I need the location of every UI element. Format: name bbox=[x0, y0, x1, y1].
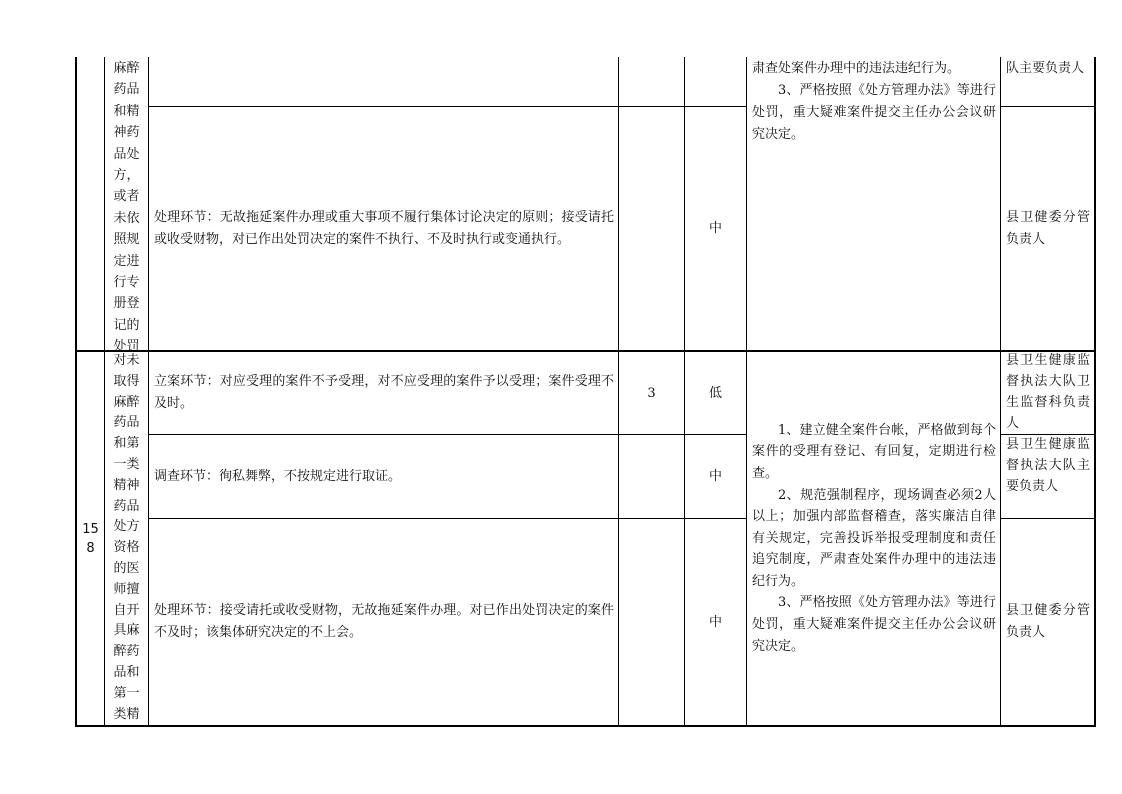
table-border-bottom bbox=[75, 725, 1096, 727]
col-divider bbox=[1000, 57, 1001, 727]
stage-cell bbox=[154, 435, 614, 518]
item-name-line: 册登 bbox=[113, 296, 140, 312]
stage-cell bbox=[154, 519, 614, 725]
item-name-line: 师擅 bbox=[113, 581, 140, 597]
item-name-line: 醉药 bbox=[113, 644, 140, 660]
measure-line: 3、严格按照《处方管理办法》等进行处罚，重大疑难案件提交主任办公会议研究决定。 bbox=[752, 83, 996, 142]
responsible-cell bbox=[1006, 519, 1090, 725]
stage-text: 处理环节：接受请托或收受财物，无故拖延案件办理。对已作出处罚决定的案件不及时；该集体研究决定的不上会。 bbox=[154, 603, 614, 640]
risk-level: 中 bbox=[708, 469, 722, 484]
item-name-line: 或者 bbox=[113, 189, 140, 205]
item-name-line: 品和 bbox=[113, 664, 140, 680]
risk-level-cell bbox=[685, 107, 746, 350]
item-name-line: 药品 bbox=[113, 82, 140, 98]
item-name-line: 对未 bbox=[113, 353, 140, 368]
row-number bbox=[77, 352, 104, 725]
item-name-line: 一类 bbox=[113, 456, 140, 472]
responsible-text: 县卫生健康监督执法大队主要负责人 bbox=[1006, 437, 1090, 494]
item-name-line: 记的 bbox=[113, 317, 140, 333]
risk-count: 3 bbox=[647, 385, 656, 401]
item-name-line: 照规 bbox=[113, 232, 140, 248]
measure-item: 1、建立健全案件台帐，严格做到每个案件的受理有登记、有回复，定期进行检查。 bbox=[752, 422, 996, 481]
item-name-line: 第一 bbox=[113, 685, 140, 701]
item-name-line: 资格 bbox=[113, 540, 140, 556]
measure-item: 2、规范强制程序，现场调查必须2人以上；加强内部监督稽查，落实廉洁自律有关规定，完善投诉举报受理制度和责任追究制度，严肃查处案件办理中的违法违纪行为。 bbox=[752, 487, 996, 589]
item-name-line: 麻醉 bbox=[113, 394, 140, 410]
item-name-line: 处方 bbox=[113, 519, 140, 535]
risk-level-cell bbox=[685, 435, 746, 518]
measure-line: 肃查处案件办理中的违法违纪行为。 bbox=[752, 61, 961, 76]
item-name-line: 方， bbox=[113, 168, 140, 184]
risk-count-cell bbox=[619, 435, 684, 518]
item-name-line: 处罚 bbox=[113, 339, 140, 355]
risk-count-cell bbox=[619, 519, 684, 725]
item-name-line: 定进 bbox=[113, 253, 140, 269]
item-name-line: 精神 bbox=[113, 477, 140, 493]
item-name-line: 药品 bbox=[113, 498, 140, 514]
responsible-cell bbox=[1006, 434, 1090, 497]
item-name-line: 和第 bbox=[113, 436, 140, 452]
item-name-line: 药品 bbox=[113, 415, 140, 431]
risk-level-cell bbox=[685, 352, 746, 434]
item-name-line: 的医 bbox=[113, 560, 140, 576]
table-border-right bbox=[1094, 57, 1096, 727]
item-name-line: 行专 bbox=[113, 275, 140, 291]
measures-text bbox=[752, 420, 996, 658]
risk-level: 低 bbox=[708, 385, 722, 401]
measures-cell bbox=[752, 352, 996, 725]
item-name-line: 取得 bbox=[113, 373, 140, 389]
stage-text: 调查环节：徇私舞弊，不按规定进行取证。 bbox=[154, 468, 402, 484]
item-name-line: 麻醉 bbox=[113, 61, 140, 76]
item-name-line: 未依 bbox=[113, 210, 140, 226]
responsible-text: 县卫生健康监督执法大队卫生监督科负责人 bbox=[1006, 353, 1090, 431]
stage-text: 处理环节：无故拖延案件办理或重大事项不履行集体讨论决定的原则；接受请托或收受财物，对已作出处罚决定的案件不执行、不及时执行或变通执行。 bbox=[154, 209, 614, 247]
responsible-text: 县卫健委分管负责人 bbox=[1006, 209, 1090, 247]
risk-level-cell bbox=[685, 519, 746, 725]
item-name-line: 神药 bbox=[113, 125, 140, 141]
risk-count-cell bbox=[619, 352, 684, 434]
responsible-cell bbox=[1006, 58, 1090, 80]
stage-cell bbox=[154, 352, 614, 434]
item-name-continued bbox=[105, 58, 148, 358]
item-name-line: 自开 bbox=[113, 602, 140, 618]
responsible-cell bbox=[1006, 107, 1090, 350]
item-name-line: 品处 bbox=[113, 146, 140, 162]
row-number-text: 158 bbox=[82, 521, 99, 556]
col-divider bbox=[148, 57, 149, 727]
item-name-line: 和精 bbox=[113, 103, 140, 119]
measure-item: 3、严格按照《处方管理办法》等进行处罚，重大疑难案件提交主任办公会议研究决定。 bbox=[752, 595, 996, 654]
item-name bbox=[105, 351, 148, 725]
item-name-line: 类精 bbox=[113, 706, 140, 722]
stage-text: 立案环节：对应受理的案件不予受理，对不应受理的案件予以受理；案件受理不及时。 bbox=[154, 374, 614, 411]
item-name-line: 具麻 bbox=[113, 623, 140, 639]
stage-cell bbox=[154, 107, 614, 350]
responsible-text: 县卫健委分管负责人 bbox=[1006, 603, 1090, 640]
risk-level: 中 bbox=[708, 614, 722, 630]
risk-level: 中 bbox=[708, 221, 722, 236]
col-divider bbox=[746, 57, 747, 727]
measures-continued bbox=[752, 58, 996, 146]
responsible-text: 队主要负责人 bbox=[1006, 61, 1085, 76]
responsible-cell bbox=[1006, 350, 1090, 434]
